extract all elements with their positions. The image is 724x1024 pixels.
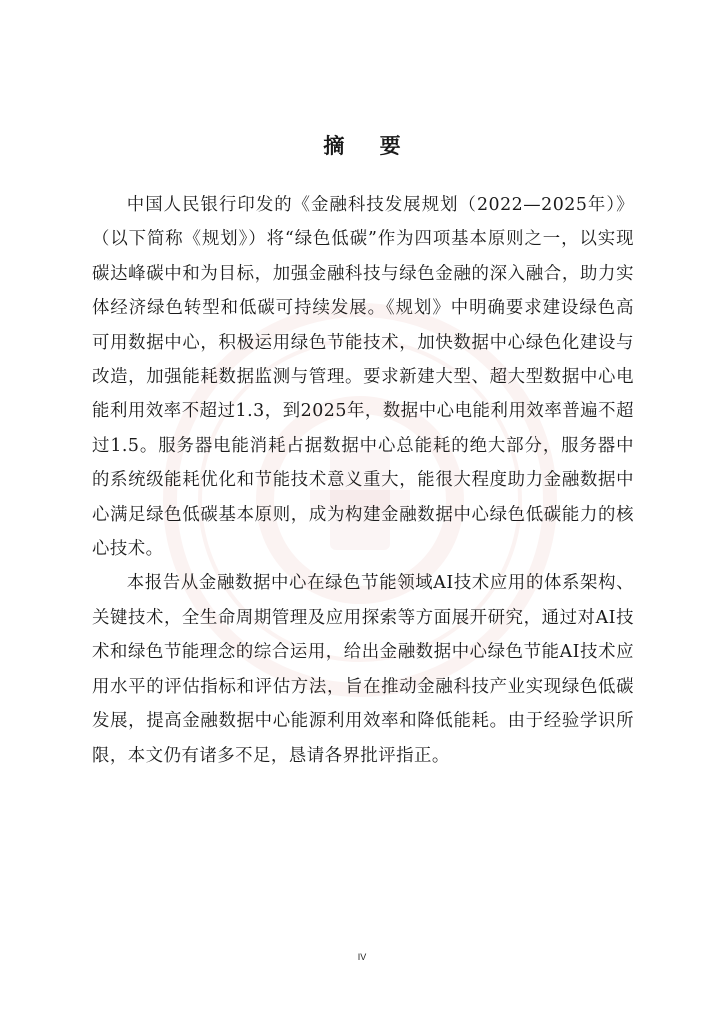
abstract-paragraph-2: 本报告从金融数据中心在绿色节能领域AI技术应用的体系架构、关键技术，全生命周期管理及应用探索等方面展开研究，通过对AI技术和绿色节能理念的综合运用，给出金融数据中心绿色节能AI技术应用水平的评估指标和评估方法，旨在推动金融科技产业实现绿色低碳发展，提高金融数据中心能源利用效率和降低能耗。由于经验学识所限，本文仍有诸多不足，恳请各界批评指正。 xyxy=(92,573,634,766)
abstract-body xyxy=(92,188,634,773)
page-title: 摘 要 xyxy=(323,133,415,158)
page-number: IV xyxy=(357,952,367,962)
abstract-paragraph-1: 中国人民银行印发的《金融科技发展规划（2022—2025年）》（以下简称《规划》）将“绿色低碳”作为四项基本原则之一，以实现碳达峰碳中和为目标，加强金融科技与绿色金融的深入融合，助力实体经济绿色转型和低碳可持续发展。《规划》中明确要求建设绿色高可用数据中心，积极运用绿色节能技术，加快数据中心绿色化建设与改造，加强能耗数据监测与管理。要求新建大型、超大型数据中心电能利用效率不超过1.3，到2025年，数据中心电能利用效率普遍不超过1.5。服务器电能消耗占据数据中心总能耗的绝大部分，服务器中的系统级能耗优化和节能技术意义重大，能很大程度助力金融数据中心满足绿色低碳基本原则，成为构建金融数据中心绿色低碳能力的核心技术。 xyxy=(92,195,634,560)
